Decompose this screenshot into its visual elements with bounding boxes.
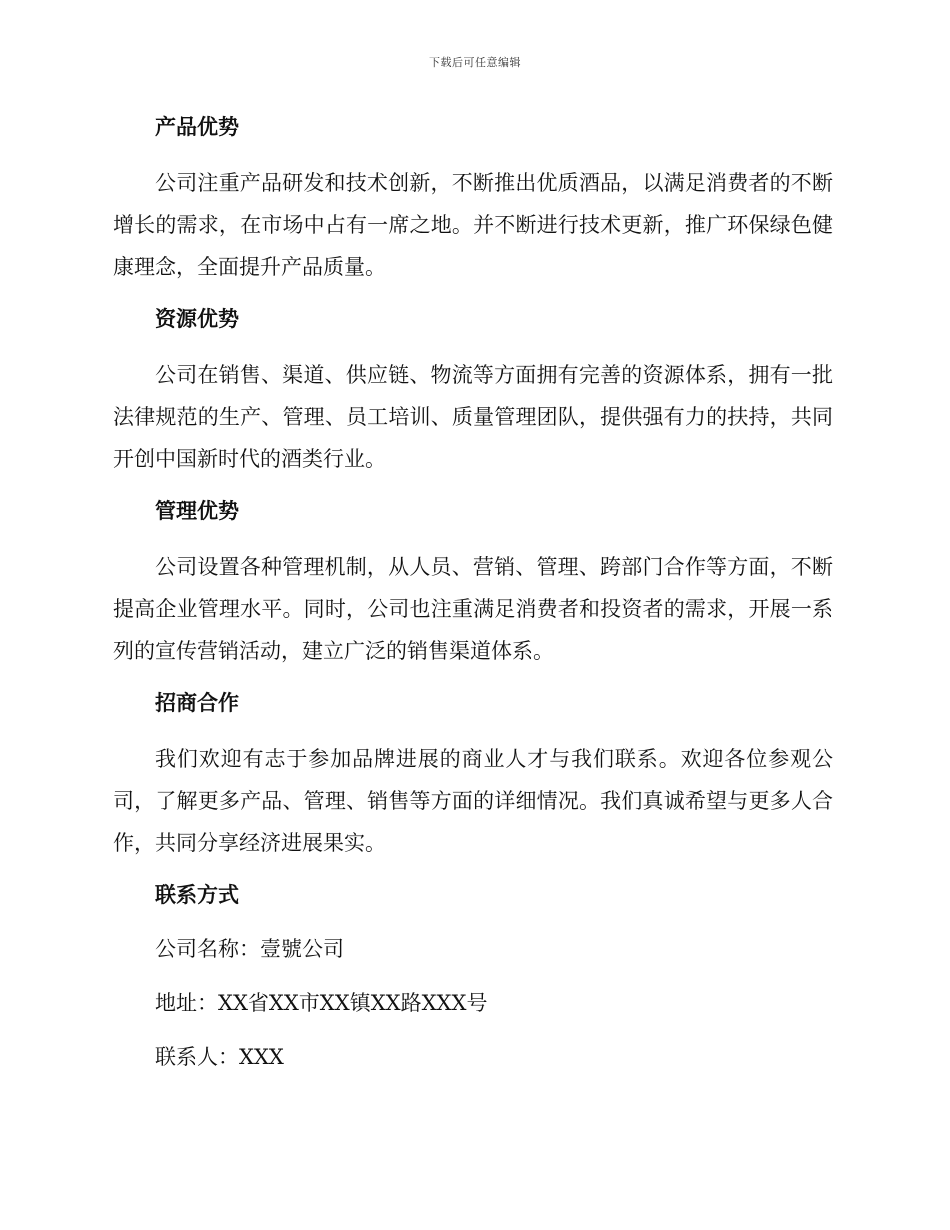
contact-heading: 联系方式 <box>155 882 239 907</box>
section-heading: 管理优势 <box>155 498 239 523</box>
section-heading: 资源优势 <box>155 306 239 331</box>
document-body <box>113 108 833 1092</box>
section-heading: 产品优势 <box>155 114 239 139</box>
section-contact <box>113 876 833 1076</box>
section-paragraph: 公司注重产品研发和技术创新，不断推出优质酒品，以满足消费者的不断增长的需求，在市场中占有一席之地。并不断进行技术更新，推广环保绿色健康理念，全面提升产品质量。 <box>113 171 833 279</box>
section-paragraph: 公司设置各种管理机制，从人员、营销、管理、跨部门合作等方面，不断提高企业管理水平。同时，公司也注重满足消费者和投资者的需求，开展一系列的宣传营销活动，建立广泛的销售渠道体系。 <box>113 555 833 663</box>
header-note: 下载后可任意编辑 <box>429 56 521 69</box>
section-heading: 招商合作 <box>155 690 239 715</box>
contact-company: 公司名称：壹號公司 <box>155 937 344 961</box>
contact-person: 联系人：XXX <box>155 1045 284 1069</box>
contact-address: 地址：XX省XX市XX镇XX路XXX号 <box>155 991 488 1015</box>
section-cooperation <box>113 684 833 864</box>
section-product <box>113 108 833 288</box>
section-paragraph: 公司在销售、渠道、供应链、物流等方面拥有完善的资源体系，拥有一批法律规范的生产、管理、员工培训、质量管理团队，提供强有力的扶持，共同开创中国新时代的酒类行业。 <box>113 363 833 471</box>
section-paragraph: 我们欢迎有志于参加品牌进展的商业人才与我们联系。欢迎各位参观公司，了解更多产品、管理、销售等方面的详细情况。我们真诚希望与更多人合作，共同分享经济进展果实。 <box>113 747 833 855</box>
section-management <box>113 492 833 672</box>
section-resource <box>113 300 833 480</box>
